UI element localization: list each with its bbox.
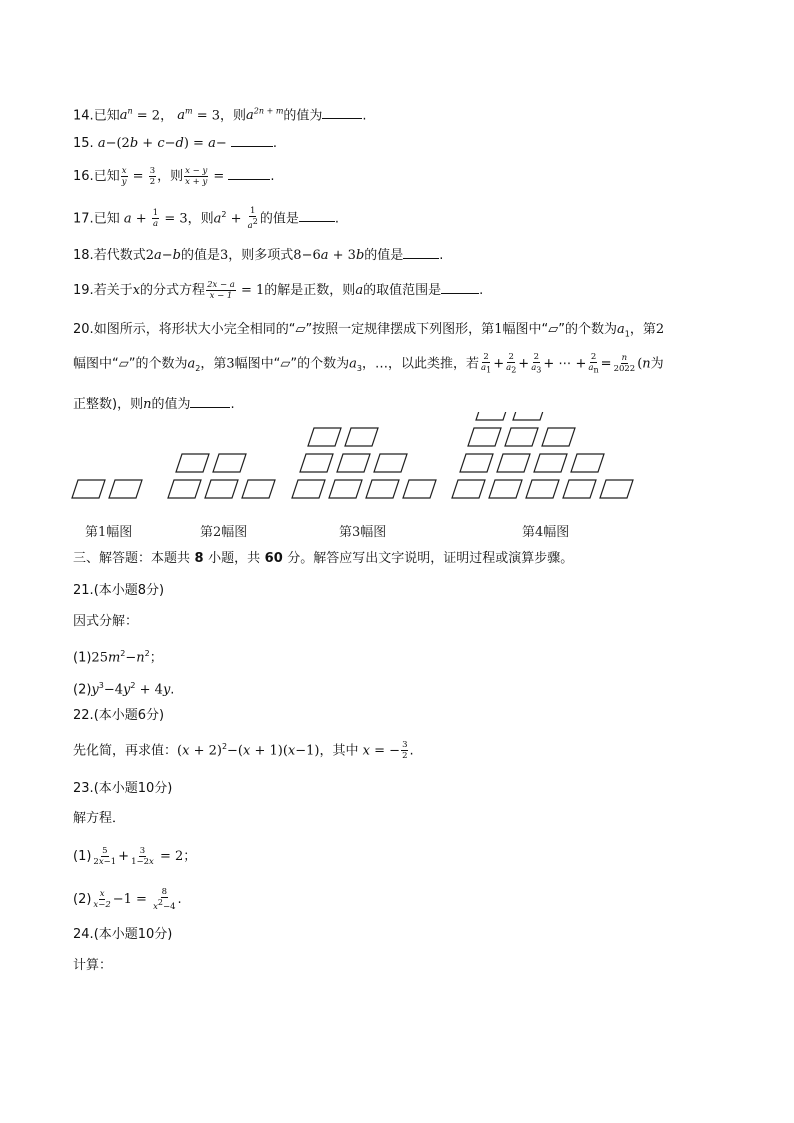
pattern-svg xyxy=(60,412,660,537)
answer-blank[interactable] xyxy=(190,395,230,408)
question-19: 19.若关于x的分式方程 $\frac{2x - a}{x - 1}$ = 1的解是正数，则a的取值范围是 . xyxy=(73,280,484,301)
parallelogram-shape xyxy=(109,480,142,498)
parallelogram-shape xyxy=(205,480,238,498)
question-21-part-1: $(1)25m^2-n^2$； xyxy=(73,649,163,666)
q15-number: 15. xyxy=(73,136,94,151)
parallelogram-shape xyxy=(72,480,105,498)
question-20-line-1: 20.如图所示，将形状大小完全相同的“▱”按照一定规律摆成下列图形，第1幅图中“▱”的个数为$a_1$，第2 xyxy=(73,322,665,339)
question-21-part-2: $(2)y^3-4y^2 + 4y$. xyxy=(73,681,175,698)
q14-number: 14. xyxy=(73,108,94,124)
parallelogram-shape xyxy=(600,480,633,498)
answer-blank[interactable] xyxy=(441,281,479,294)
figure-caption-1: 第1幅图 xyxy=(85,525,133,540)
question-24-instruction: 计算： xyxy=(73,958,113,973)
parallelogram-shape xyxy=(213,454,246,472)
parallelogram-shape xyxy=(345,428,378,446)
parallelogram-shape xyxy=(242,480,275,498)
question-16: 16.已知 $\frac{x}{y}$ = $\frac{3}{2}$ ，则 $\frac{x - y}{x + y}$ = . xyxy=(73,166,275,187)
parallelogram-shape xyxy=(534,454,567,472)
parallelogram-shape xyxy=(168,480,201,498)
parallelogram-shape xyxy=(452,480,485,498)
parallelogram-shape xyxy=(571,454,604,472)
answer-blank[interactable] xyxy=(403,246,439,259)
figure-caption-2: 第2幅图 xyxy=(200,525,248,540)
question-15: 15. a−(2b + c−d) = a− . xyxy=(73,136,278,151)
parallelogram-shape xyxy=(513,412,546,420)
q17-number: 17. xyxy=(73,211,94,227)
question-23-header: 23.(本小题10分) xyxy=(73,781,173,796)
question-21-instruction: 因式分解： xyxy=(73,614,139,629)
parallelogram-pattern-figure xyxy=(60,412,660,541)
parallelogram-shape xyxy=(468,428,501,446)
parallelogram-shape xyxy=(403,480,436,498)
question-18: 18.若代数式2a−b的值是3，则多项式8−6a + 3b的值是 . xyxy=(73,248,444,263)
q18-number: 18. xyxy=(73,248,94,263)
parallelogram-shape xyxy=(337,454,370,472)
question-21-header: 21.(本小题8分) xyxy=(73,583,165,598)
parallelogram-symbol: ▱ xyxy=(295,322,306,337)
question-20-line-3: 正整数)，则n的值为 . xyxy=(73,397,235,412)
question-22-body: 先化简，再求值：$(x + 2)^2-(x + 1)(x-1)$，其中 x = − $\frac{3}{2}$ . xyxy=(73,740,414,762)
answer-blank[interactable] xyxy=(299,209,335,222)
answer-blank[interactable] xyxy=(322,106,362,119)
parallelogram-shape xyxy=(526,480,559,498)
parallelogram-shape xyxy=(329,480,362,498)
parallelogram-shape xyxy=(292,480,325,498)
question-23-part-1: (1) $\frac{5}{2x-1}$ + $\frac{3}{1-2x}$ = 2； xyxy=(73,846,197,867)
parallelogram-shape xyxy=(366,480,399,498)
parallelogram-shape xyxy=(497,454,530,472)
parallelogram-shape xyxy=(300,454,333,472)
parallelogram-shape xyxy=(460,454,493,472)
figure-caption-4: 第4幅图 xyxy=(522,525,570,540)
question-20-line-2: 幅图中“▱”的个数为$a_2$，第3幅图中“▱”的个数为$a_3$，…，以此类推，若 $\frac{2}{a_1}$ + $\frac{2}{a_2}$ + $\frac{2}{a_3}$ + ⋯ + $\frac{2}{a_n}$ = $\frac{n}{2022}$ (n为 xyxy=(73,352,664,375)
figure-caption-3: 第3幅图 xyxy=(339,525,387,540)
section-3-heading: 三、解答题：本题共 8 小题，共 60 分。解答应写出文字说明，证明过程或演算步骤。 xyxy=(73,551,574,566)
question-17: 17.已知 a + $\frac{1}{a}$ = 3，则$a^2$ + $\frac{1}{a^2}$ 的值是 . xyxy=(73,206,339,232)
parallelogram-shape xyxy=(374,454,407,472)
answer-blank[interactable] xyxy=(231,134,273,147)
parallelogram-shape xyxy=(505,428,538,446)
q20-number: 20. xyxy=(73,322,94,337)
question-14: 14.已知$a^n = 2$， $a^m = 3$，则$a^{2n + m}$的值为 . xyxy=(73,107,367,124)
question-24-header: 24.(本小题10分) xyxy=(73,927,173,942)
parallelogram-shape xyxy=(476,412,509,420)
question-23-instruction: 解方程． xyxy=(73,811,126,826)
q19-number: 19. xyxy=(73,283,94,298)
question-22-header: 22.(本小题6分) xyxy=(73,708,165,723)
parallelogram-shape xyxy=(542,428,575,446)
parallelogram-shape xyxy=(308,428,341,446)
q16-number: 16. xyxy=(73,169,94,184)
parallelogram-shape xyxy=(176,454,209,472)
parallelogram-shape xyxy=(563,480,596,498)
parallelogram-shape xyxy=(489,480,522,498)
answer-blank[interactable] xyxy=(228,167,270,180)
question-23-part-2: (2) $\frac{x}{x-2}$ −1 = $\frac{8}{x^2-4}$ . xyxy=(73,887,182,912)
